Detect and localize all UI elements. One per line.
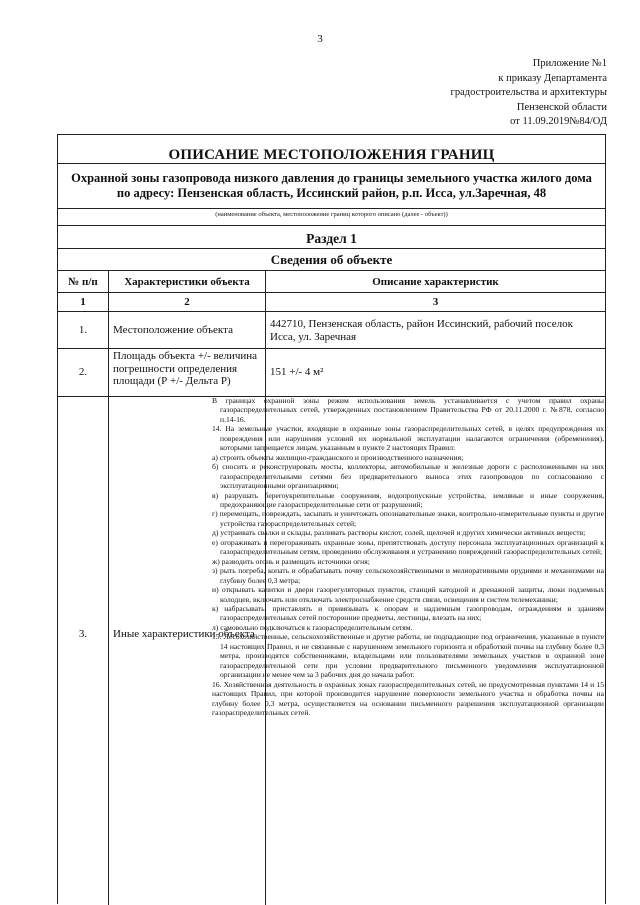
document-title: ОПИСАНИЕ МЕСТОПОЛОЖЕНИЯ ГРАНИЦ xyxy=(168,147,495,163)
appendix-line: Приложение №1 xyxy=(532,58,607,69)
restriction-paragraph: б) сносить и реконструировать мосты, коллекторы, автомобильные и железные дороги с расположенными на них газораспределительными сетями без предварительного выноса этих газопроводов по согласованию с эксплуатационными организациями; xyxy=(212,462,604,491)
page-number: 3 xyxy=(317,33,323,45)
restriction-paragraph: в) разрушать берегоукрепительные сооружения, водопропускные устройства, земляные и иные сооружения, предохраняющие газораспределительные сети от разрушений; xyxy=(212,490,604,509)
appendix-line: к приказу Департамента xyxy=(498,72,607,84)
row-number: 2. xyxy=(78,366,88,378)
restriction-paragraph: з) рыть погреба, копать и обрабатывать почву сельскохозяйственными и мелиоративными орудиями и механизмами на глубину более 0,3 метра; xyxy=(212,566,604,585)
restriction-paragraph: г) перемещать, повреждать, засыпать и уничтожать опознавательные знаки, контрольно-измерительные пункты и другие устройства газораспределительных сетей; xyxy=(212,509,604,528)
header-description: Описание характеристик xyxy=(372,276,499,288)
restriction-paragraph: а) строить объекты жилищно-гражданского и производственного назначения; xyxy=(212,452,464,462)
restriction-paragraph: 15. Лесохозяйственные, сельскохозяйственные и другие работы, не подпадающие под ограничения, указанные в пункте 14 настоящих Правил, и не связанные с нарушением земельного горизонта и обработкой почвы на глубину более 0,3 метра, производятся собственниками, владельцами или пользователями земельных участков в охранной зоне газораспределительной сети при условии предварительного письменного уведомления эксплуатационной организации не менее чем за 3 рабочих дня до начала работ. xyxy=(212,632,604,680)
appendix-block xyxy=(451,57,607,130)
restriction-paragraph: л) самовольно подключаться к газораспределительным сетям. xyxy=(212,622,413,632)
appendix-line: градостроительства и архитектуры xyxy=(450,87,607,98)
restriction-paragraph: В границах охранной зоны режим использования земель устанавливается с учетом правил охраны газораспределительных сетей, утвержденных постановлением Правительства РФ от 20.11.2000 г. №878, согласно п.14-16. xyxy=(212,396,604,424)
header-num: № п/п xyxy=(68,276,98,288)
restriction-paragraph: д) устраивать свалки и склады, разливать растворы кислот, солей, щелочей и других химически активных веществ; xyxy=(212,528,586,538)
restriction-paragraph: к) набрасывать, приставлять и привязывать к опорам и надземным газопроводам, ограждениям и зданиям газораспределительных сетей посторонние предметы, лестницы, влезать на них; xyxy=(212,603,604,623)
row-number: 3. xyxy=(78,628,88,640)
section-subtitle: Сведения об объекте xyxy=(270,252,393,267)
column-number: 1 xyxy=(80,296,86,308)
other-characteristics-text xyxy=(212,396,604,717)
column-divider xyxy=(108,270,109,905)
column-number: 3 xyxy=(432,296,439,308)
row-description: 151 +/- 4 м² xyxy=(270,366,324,378)
row-description: 442710, Пензенская область, район Иссинский, рабочий поселок Исса, ул. Заречная xyxy=(270,318,574,343)
restriction-paragraph: е) огораживать и перегораживать охранные зоны, препятствовать доступу персонала эксплуатационных организаций к газораспределительным сетям, проведению обслуживания и устранению повреждений газораспределительных сетей; xyxy=(212,537,604,557)
divider xyxy=(58,270,605,271)
restriction-paragraph: и) открывать калитки и двери газорегуляторных пунктов, станций катодной и дренажной защиты, люки подземных колодцев, включать или отключать электроснабжение средств связи, освещения и систем телемеханики; xyxy=(212,585,604,604)
column-number: 2 xyxy=(184,296,190,308)
restriction-paragraph: 16. Хозяйственная деятельность в охранных зонах газораспределительных сетей, не предусмотренная пунктами 14 и 15 настоящих Правил, при которой производится нарушение поверхности земельного участка и обработка почвы на глубину более 0,3 метра, осуществляется на основании письменного разрешения эксплуатационной организации газораспределительных сетей. xyxy=(212,679,604,717)
divider xyxy=(58,248,605,249)
section-title: Раздел 1 xyxy=(306,231,357,246)
divider xyxy=(58,292,605,293)
restriction-paragraph: 14. На земельные участки, входящие в охранные зоны газораспределительных сетей, в целях предупреждения их повреждения или нарушения условий их нормальной эксплуатации налагаются ограничения (обременения), которыми запрещается лицам, указанным в пункте 2 настоящих Правил: xyxy=(212,424,604,453)
divider xyxy=(58,348,605,349)
appendix-line: Пензенской области xyxy=(516,101,607,113)
divider xyxy=(58,163,605,164)
row-characteristic: Местоположение объекта xyxy=(113,324,233,336)
object-caption: (наименование объекта, местоположение границ которого описано (далее - объект)) xyxy=(215,211,448,218)
appendix-line: от 11.09.2019№84/ОД xyxy=(510,116,607,127)
divider xyxy=(58,225,605,226)
divider xyxy=(58,208,605,209)
divider xyxy=(58,311,605,312)
restriction-paragraph: ж) разводить огонь и размещать источники огня; xyxy=(212,556,370,566)
row-characteristic: Площадь объекта +/- величина погрешности определения площади (Р +/- Дельта Р) xyxy=(113,350,258,387)
header-characteristic: Характеристики объекта xyxy=(124,276,250,288)
row-characteristic: Иные характеристики объекта xyxy=(113,628,255,640)
object-subtitle: Охранной зоны газопровода низкого давления до границы земельного участка жилого дома по адресу: Пензенская область, Иссинский район, р.п. Исса, ул.Заречная, 48 xyxy=(71,171,592,200)
row-number: 1. xyxy=(78,324,88,336)
